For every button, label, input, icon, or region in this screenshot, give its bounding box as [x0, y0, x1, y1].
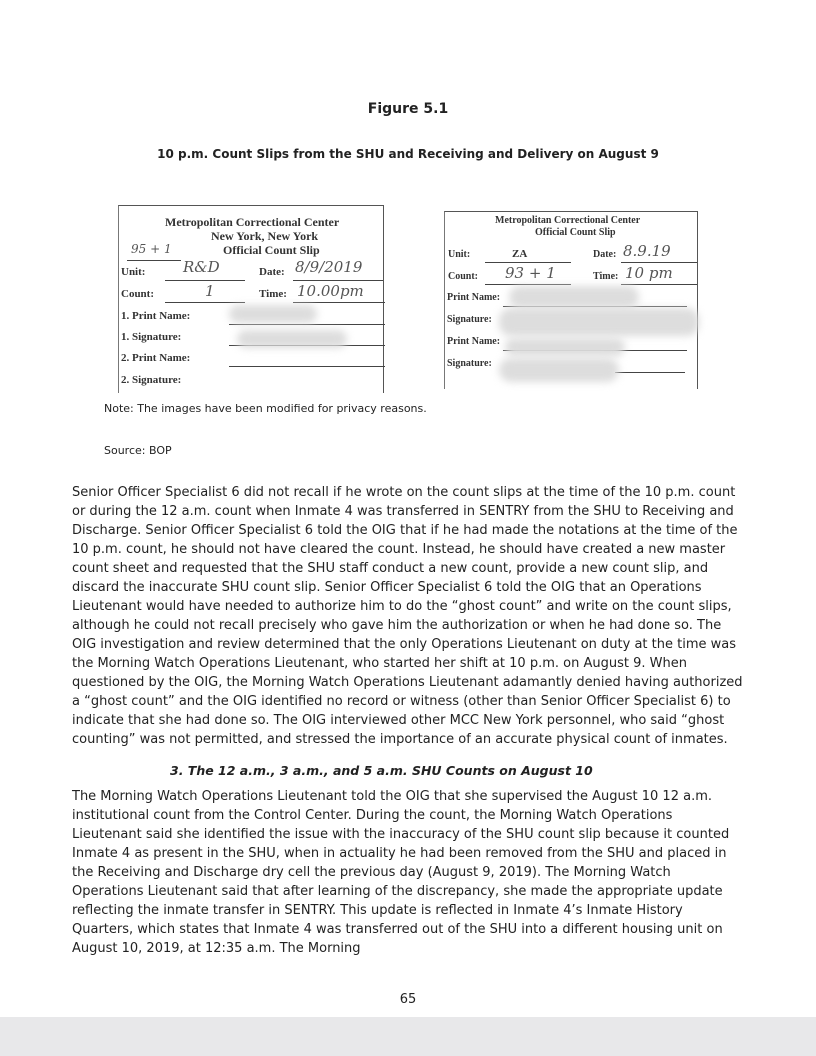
slip-org: Metropolitan Correctional Center [495, 215, 641, 226]
time-label: Time: [593, 271, 619, 282]
slip-city: New York, New York [211, 229, 319, 243]
date-value: 8.9.19 [623, 242, 671, 260]
handwritten-note: 95 + 1 [131, 242, 172, 256]
unit-label: Unit: [448, 249, 471, 260]
row-print-name-2: Print Name: [447, 336, 501, 347]
redaction [499, 308, 699, 336]
slip-title: Official Count Slip [535, 227, 616, 238]
date-label: Date: [593, 249, 617, 260]
body-paragraph: Senior Officer Specialist 6 did not recall if he wrote on the count slips at the time of the 10 p.m. count or during the 12 a.m. count when Inmate 4 was transferred in SENTRY from the SHU to Receiving and Discharge. Senior Officer Specialist 6 told the OIG that if he had made the notations at the time of the 10 p.m. count, he should not have cleared the count. Instead, he should have created a new master count sheet and requested that the SHU staff conduct a new count, provide a new count slip, and discard the inaccurate SHU count slip. Senior Officer Specialist 6 told the OIG that an Operations Lieutenant would have needed to authorize him to do the “ghost count” and write on the count slips, although he could not recall precisely who gave him the authorization or when he had done so. The OIG investigation and review determined that the only Operations Lieutenant on duty at the time was the Morning Watch Operations Lieutenant, who started her shift at 10 p.m. on August 9. When questioned by the OIG, the Morning Watch Operations Lieutenant adamantly denied having authorized a “ghost count” and the OIG identified no record or witness (other than Senior Officer Specialist 6) to indicate that she had done so. The OIG interviewed other MCC New York personnel, who said “ghost counting” was not permitted, and stressed the importance of an accurate physical count of inmates. [72, 485, 743, 747]
redaction [237, 330, 347, 348]
row-signature-1: Signature: [447, 314, 492, 325]
row-signature-1: 1. Signature: [121, 331, 182, 343]
row-print-name-2: 2. Print Name: [121, 352, 191, 364]
section-heading: 3. The 12 a.m., 3 a.m., and 5 a.m. SHU Counts on August 10 [170, 763, 593, 778]
time-value: 10 pm [625, 264, 673, 282]
date-value: 8/9/2019 [295, 258, 363, 276]
redaction [505, 338, 625, 356]
redaction [509, 286, 639, 308]
page-number: 65 [399, 992, 417, 1007]
unit-value: R&D [183, 258, 220, 276]
count-value: 93 + 1 [505, 264, 556, 282]
row-signature-2: Signature: [447, 358, 492, 369]
figure-note: Note: The images have been modified for privacy reasons. [104, 402, 427, 415]
row-signature-2: 2. Signature: [121, 374, 182, 386]
time-value: 10.00pm [297, 282, 364, 300]
row-print-name-1: Print Name: [447, 292, 501, 303]
row-print-name-1: 1. Print Name: [121, 310, 191, 322]
figure-source: Source: BOP [104, 444, 172, 457]
unit-value: ZA [512, 248, 528, 260]
slip-org: Metropolitan Correctional Center [165, 215, 340, 229]
redaction [499, 358, 619, 382]
unit-label: Unit: [121, 266, 146, 278]
viewer-footer-bar [0, 1017, 816, 1056]
figure-subtitle: 10 p.m. Count Slips from the SHU and Receiving and Delivery on August 9 [157, 147, 659, 161]
date-label: Date: [259, 266, 285, 278]
count-slip-rd [444, 211, 698, 389]
time-label: Time: [259, 288, 287, 300]
figure-title: Figure 5.1 [367, 101, 449, 117]
count-value: 1 [205, 282, 215, 300]
count-label: Count: [448, 271, 479, 282]
redaction [229, 305, 317, 323]
slip-title: Official Count Slip [223, 243, 320, 257]
count-label: Count: [121, 288, 155, 300]
count-slip-shu [118, 205, 384, 393]
body-paragraph: The Morning Watch Operations Lieutenant told the OIG that she supervised the August 10 12 a.m. institutional count from the Control Center. During the count, the Morning Watch Operations Lieutenant said she identified the issue with the inaccuracy of the SHU count slip because it counted Inmate 4 as present in the SHU, when in actuality he had been removed from the SHU and placed in the Receiving and Discharge dry cell the previous day (August 9, 2019). The Morning Watch Operations Lieutenant said that after learning of the discrepancy, she made the appropriate update reflecting the inmate transfer in SENTRY. This update is reflected in Inmate 4’s Inmate History Quarters, which states that Inmate 4 was transferred out of the SHU into a different housing unit on August 10, 2019, at 12:35 a.m. The Morning [72, 789, 730, 956]
